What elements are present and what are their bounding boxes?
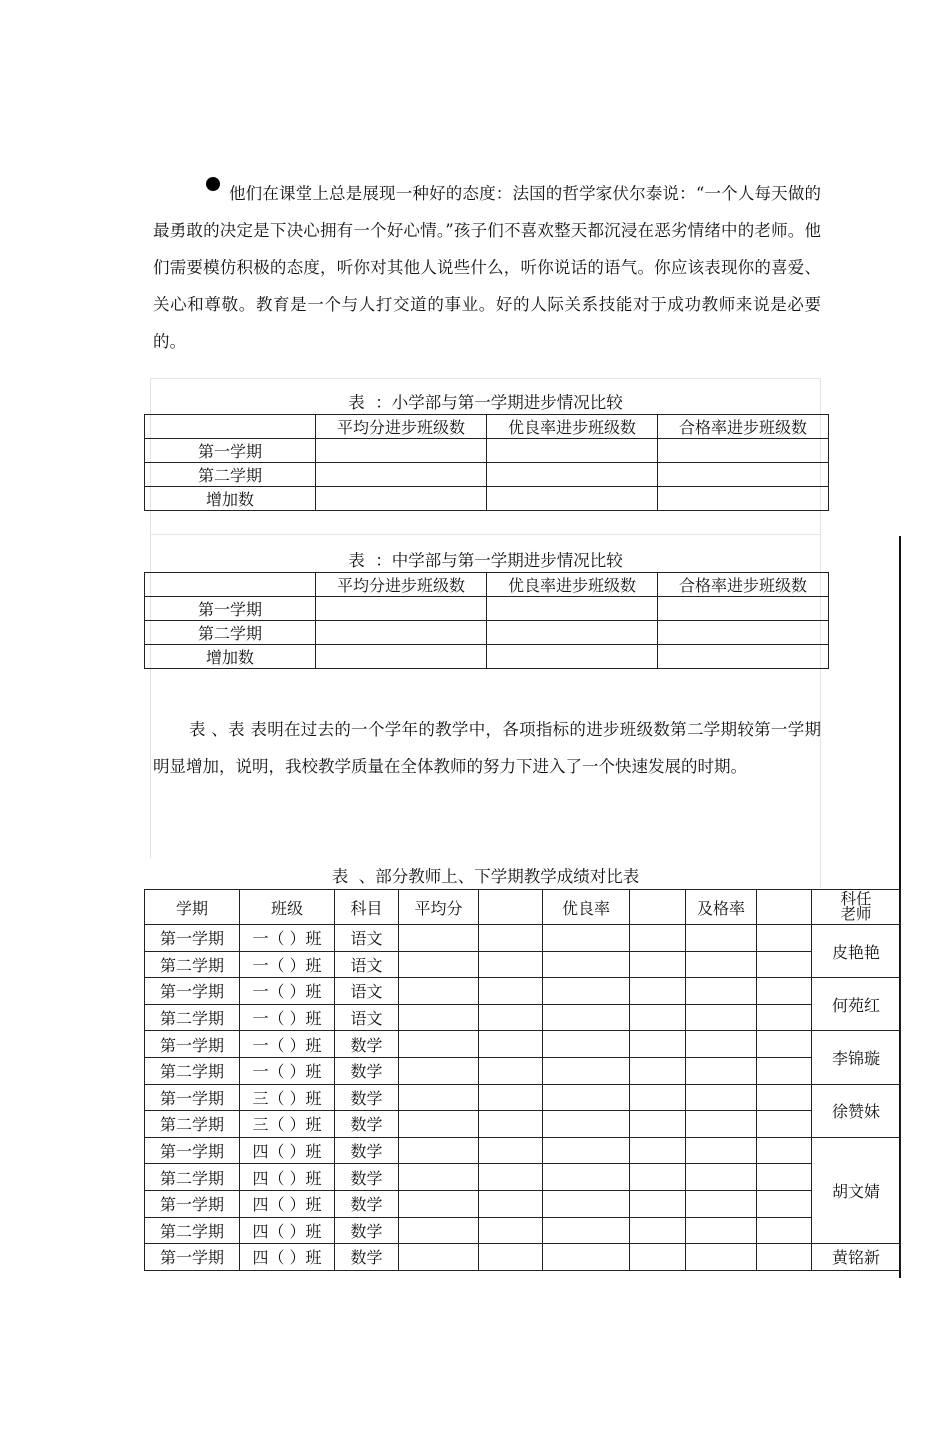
cell-subject: 数学 (335, 1031, 399, 1058)
empty-cell (630, 1031, 686, 1058)
header-cell: 优良率进步班级数 (487, 573, 658, 597)
empty-cell (630, 1084, 686, 1111)
empty-cell (399, 1217, 479, 1244)
table-row (145, 1004, 901, 1031)
empty-cell (399, 1244, 479, 1271)
empty-cell (757, 951, 812, 978)
table-row (145, 1190, 901, 1217)
table-row (145, 621, 829, 645)
empty-cell (399, 1164, 479, 1191)
table-row (145, 645, 829, 669)
empty-cell (479, 951, 543, 978)
cell-class: 四（ ）班 (240, 1217, 335, 1244)
table-row (145, 925, 901, 952)
table-row (145, 439, 829, 463)
header-teacher (812, 890, 901, 925)
cell-subject: 数学 (335, 1217, 399, 1244)
table-row (145, 1164, 901, 1191)
empty-cell (686, 951, 757, 978)
table-row (145, 463, 829, 487)
empty-cell (479, 925, 543, 952)
empty-cell (399, 1084, 479, 1111)
empty-cell (757, 1137, 812, 1164)
empty-cell (399, 951, 479, 978)
cell-class: 四（ ）班 (240, 1190, 335, 1217)
table1 (144, 414, 829, 511)
row-label: 第一学期 (145, 439, 316, 463)
frame-line (150, 534, 821, 535)
empty-cell (686, 1057, 757, 1084)
empty-cell (686, 925, 757, 952)
empty-cell (543, 978, 630, 1005)
cell-term: 第一学期 (145, 1137, 240, 1164)
table-row (145, 1137, 901, 1164)
cell-teacher: 徐赞妹 (812, 1084, 901, 1137)
cell-subject: 数学 (335, 1084, 399, 1111)
empty-cell (686, 1111, 757, 1138)
header-subject: 科目 (335, 890, 399, 925)
header-teacher-line2: 老师 (840, 904, 872, 923)
header-cell: 优良率进步班级数 (487, 415, 658, 439)
cell-subject: 语文 (335, 925, 399, 952)
table-row (145, 1057, 901, 1084)
cell-subject: 数学 (335, 1057, 399, 1084)
empty-cell (543, 1190, 630, 1217)
cell-subject: 数学 (335, 1164, 399, 1191)
empty-cell (757, 1084, 812, 1111)
empty-cell (757, 978, 812, 1005)
intro-paragraph: 他们在课堂上总是展现一种好的态度：法国的哲学家伏尔泰说：“一个人每天做的最勇敢的决定是下决心拥有一个好心情。”孩子们不喜欢整天都沉浸在恶劣情绪中的老师。他们需要模仿积极的态度，听你对其他人说些什么，听你说话的语气。你应该表现你的喜爱、关心和尊敬。教育是一个与人打交道的事业。好的人际关系技能对于成功教师来说是必要的。 (153, 184, 821, 351)
empty-cell (630, 925, 686, 952)
empty-cell (543, 1164, 630, 1191)
empty-cell (630, 1057, 686, 1084)
empty-cell (543, 1137, 630, 1164)
empty-cell (686, 1031, 757, 1058)
row-label: 增加数 (145, 487, 316, 511)
header-cell (145, 573, 316, 597)
cell-teacher: 黄铭新 (812, 1244, 901, 1271)
empty-cell (399, 1004, 479, 1031)
table2-caption: 表 ：中学部与第一学期进步情况比较 (348, 551, 623, 570)
cell-term: 第一学期 (145, 925, 240, 952)
cell-class: 三（ ）班 (240, 1084, 335, 1111)
empty-cell (686, 1137, 757, 1164)
header-cell (145, 415, 316, 439)
cell-teacher: 何苑红 (812, 978, 901, 1031)
frame-line (150, 378, 821, 379)
empty-cell (399, 925, 479, 952)
cell-term: 第二学期 (145, 1217, 240, 1244)
empty-cell (543, 1057, 630, 1084)
empty-cell (543, 1004, 630, 1031)
empty-cell (479, 1004, 543, 1031)
empty-cell (630, 1164, 686, 1191)
empty-cell (630, 1244, 686, 1271)
header-teacher-line1: 科任 (840, 889, 872, 908)
empty-cell (479, 1031, 543, 1058)
empty-cell (757, 1031, 812, 1058)
header-average: 平均分 (399, 890, 479, 925)
empty-cell (543, 1111, 630, 1138)
empty-cell (686, 1217, 757, 1244)
table-header-row (145, 890, 901, 925)
empty-cell (630, 1217, 686, 1244)
cell-term: 第一学期 (145, 1190, 240, 1217)
table3-caption: 表 、部分教师上、下学期教学成绩对比表 (331, 867, 640, 886)
cell-class: 四（ ）班 (240, 1164, 335, 1191)
cell-subject: 语文 (335, 978, 399, 1005)
empty-cell (630, 1111, 686, 1138)
empty-cell (543, 1031, 630, 1058)
cell-subject: 数学 (335, 1190, 399, 1217)
cell-class: 一（ ）班 (240, 1057, 335, 1084)
header-excellent: 优良率 (543, 890, 630, 925)
summary-paragraph: 表 、表 表明在过去的一个学年的教学中，各项指标的进步班级数第二学期较第一学期明显增加，说明，我校教学质量在全体教师的努力下进入了一个快速发展的时期。 (153, 720, 821, 776)
cell-subject: 语文 (335, 951, 399, 978)
table-row (145, 1217, 901, 1244)
empty-cell (399, 1190, 479, 1217)
cell-term: 第一学期 (145, 1031, 240, 1058)
empty-cell (399, 1137, 479, 1164)
header-pass: 及格率 (686, 890, 757, 925)
empty-cell (479, 1164, 543, 1191)
cell-term: 第一学期 (145, 1244, 240, 1271)
empty-cell (630, 1137, 686, 1164)
empty-cell (630, 978, 686, 1005)
table-row (145, 487, 829, 511)
cell-subject: 数学 (335, 1244, 399, 1271)
cell-teacher: 李锦璇 (812, 1031, 901, 1084)
empty-cell (399, 978, 479, 1005)
row-label: 第二学期 (145, 463, 316, 487)
cell-term: 第二学期 (145, 1057, 240, 1084)
empty-cell (399, 1111, 479, 1138)
empty-cell (757, 1164, 812, 1191)
cell-term: 第二学期 (145, 1004, 240, 1031)
table-row (145, 1031, 901, 1058)
empty-cell (399, 1031, 479, 1058)
row-label: 第二学期 (145, 621, 316, 645)
empty-cell (479, 978, 543, 1005)
cell-class: 一（ ）班 (240, 978, 335, 1005)
cell-class: 四（ ）班 (240, 1137, 335, 1164)
empty-cell (757, 1004, 812, 1031)
cell-class: 一（ ）班 (240, 925, 335, 952)
cell-class: 一（ ）班 (240, 1031, 335, 1058)
header-cell: 平均分进步班级数 (316, 573, 487, 597)
empty-cell (686, 1164, 757, 1191)
table1-caption: 表 ：小学部与第一学期进步情况比较 (348, 393, 623, 412)
cell-teacher: 皮艳艳 (812, 925, 901, 978)
empty-cell (686, 1084, 757, 1111)
table-row (145, 597, 829, 621)
empty-cell (479, 1057, 543, 1084)
empty-cell (757, 1244, 812, 1271)
row-label: 第一学期 (145, 597, 316, 621)
empty-cell (399, 1057, 479, 1084)
empty-cell (686, 1190, 757, 1217)
empty-cell (543, 925, 630, 952)
table-row (145, 951, 901, 978)
empty-cell (479, 1137, 543, 1164)
empty-cell (479, 1084, 543, 1111)
table-header-row (145, 415, 829, 439)
empty-cell (686, 1004, 757, 1031)
empty-cell (757, 925, 812, 952)
empty-cell (543, 951, 630, 978)
empty-cell (543, 1244, 630, 1271)
table-row (145, 1244, 901, 1271)
empty-cell (543, 1084, 630, 1111)
row-label: 增加数 (145, 645, 316, 669)
cell-class: 一（ ）班 (240, 1004, 335, 1031)
empty-cell (757, 1190, 812, 1217)
cell-subject: 数学 (335, 1111, 399, 1138)
empty-cell (757, 1111, 812, 1138)
empty-cell (630, 951, 686, 978)
empty-cell (479, 1190, 543, 1217)
empty-cell (686, 1244, 757, 1271)
empty-cell (630, 1190, 686, 1217)
empty-cell (479, 1244, 543, 1271)
cell-term: 第一学期 (145, 1084, 240, 1111)
table-row (145, 978, 901, 1005)
cell-term: 第二学期 (145, 1111, 240, 1138)
table-header-row (145, 573, 829, 597)
table2 (144, 572, 829, 669)
header-cell: 平均分进步班级数 (316, 415, 487, 439)
header-term: 学期 (145, 890, 240, 925)
empty-cell (757, 1057, 812, 1084)
empty-cell (479, 1217, 543, 1244)
cell-class: 三（ ）班 (240, 1111, 335, 1138)
empty-cell (686, 978, 757, 1005)
cell-class: 一（ ）班 (240, 951, 335, 978)
empty-cell (630, 1004, 686, 1031)
table3 (144, 889, 901, 1271)
cell-subject: 语文 (335, 1004, 399, 1031)
header-class: 班级 (240, 890, 335, 925)
table-row (145, 1084, 901, 1111)
header-cell: 合格率进步班级数 (658, 573, 829, 597)
table-row (145, 1111, 901, 1138)
cell-term: 第一学期 (145, 978, 240, 1005)
header-cell: 合格率进步班级数 (658, 415, 829, 439)
empty-cell (757, 1217, 812, 1244)
empty-cell (543, 1217, 630, 1244)
cell-subject: 数学 (335, 1137, 399, 1164)
cell-class: 四（ ）班 (240, 1244, 335, 1271)
cell-teacher: 胡文婧 (812, 1137, 901, 1243)
empty-cell (479, 1111, 543, 1138)
cell-term: 第二学期 (145, 1164, 240, 1191)
cell-term: 第二学期 (145, 951, 240, 978)
